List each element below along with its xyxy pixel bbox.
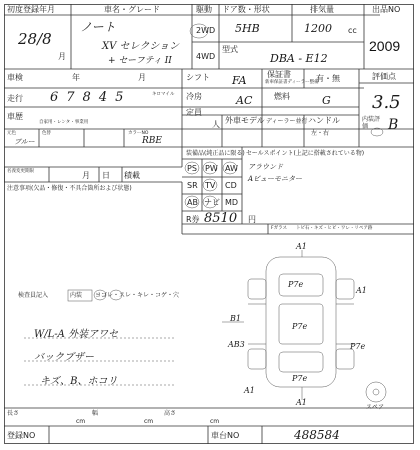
- inspector-interior-label: 内装: [70, 292, 83, 299]
- model-label: 型式: [222, 45, 238, 54]
- equip-label: 装備品(純正品に限る): [186, 150, 245, 157]
- history-label: 車歴: [7, 112, 23, 121]
- drive-4wd: 4WD: [196, 52, 216, 61]
- fuel-value: G: [322, 94, 331, 107]
- warranty-label: 保証書: [267, 70, 291, 79]
- auction-no-label: 出品NO: [372, 5, 401, 14]
- diagram-mark-a1-top: A1: [296, 242, 307, 251]
- dealer-label: ディーラー並行: [266, 118, 308, 125]
- chassis-label: 車台NO: [211, 431, 240, 440]
- diagram-mark-p7e-hood: P7e: [288, 280, 304, 289]
- handle-label: ハンドル: [308, 116, 340, 125]
- ac-label: 冷房: [186, 92, 202, 101]
- recycle-value: 8510: [204, 211, 238, 226]
- owner-month-label: 月: [82, 171, 90, 180]
- shaken-year-label: 年: [72, 73, 80, 82]
- diagram-mark-ab3: AB3: [228, 340, 245, 349]
- capacity-label: 定員: [186, 108, 202, 117]
- first-registration-value: 28/8: [18, 30, 52, 48]
- mileage-value: 67845: [50, 90, 132, 105]
- car-name-label: 車名・グレード: [104, 5, 160, 14]
- displacement-value: 1200: [304, 22, 332, 35]
- equip-navi: ナビ: [204, 198, 220, 207]
- recycle-label: R券: [186, 215, 200, 224]
- diagram-mark-a1-bottom: A1: [296, 398, 307, 407]
- length-label: 長さ: [7, 410, 20, 417]
- diagram-mark-p7e-roof: P7e: [292, 322, 308, 331]
- auction-no-value: 2009: [369, 38, 401, 54]
- orig-color-label: 元色: [7, 131, 16, 136]
- equip-sr: SR: [187, 181, 198, 190]
- diagram-mark-a1-right: A1: [356, 286, 367, 295]
- width-label: 幅: [92, 410, 99, 417]
- inspector-note-3: キズ、B、ホコリ: [40, 376, 118, 387]
- interior-value: B: [388, 117, 399, 133]
- capacity-unit: 人: [212, 120, 220, 129]
- first-registration-label: 初度登録年月: [7, 5, 55, 14]
- warranty-value: 有・無: [316, 74, 340, 83]
- equip-ps: PS: [187, 164, 197, 173]
- shaken-label: 車検: [7, 73, 23, 82]
- shift-value: FA: [232, 74, 247, 87]
- drive-label: 駆動: [196, 5, 212, 14]
- notes-label: 注意事項(欠品・修復・不具合箇所および状態): [7, 185, 132, 192]
- color-no-label: カラーNO: [128, 131, 149, 136]
- sales-point-label: セールスポイント(上記に搭載されている物): [246, 150, 365, 157]
- width-cm: cm: [144, 418, 154, 425]
- door-shape-label: ドア数・形状: [222, 5, 270, 14]
- displacement-label: 排気量: [310, 5, 334, 14]
- recycle-unit: 円: [248, 215, 256, 224]
- spare-label: スペア: [366, 404, 385, 411]
- sales-point-2: Aビューモニター: [248, 175, 303, 183]
- owner-change-label: 名義変更期限: [7, 169, 34, 174]
- chassis-value: 488584: [294, 428, 340, 442]
- interior-label: 内装評価: [362, 116, 381, 130]
- equip-cd: CD: [225, 181, 237, 190]
- inspector-label: 検査員記入: [18, 292, 49, 299]
- diagram-mark-b1: B1: [230, 314, 241, 323]
- orig-color-value: ブルー: [14, 138, 35, 146]
- equip-pw: PW: [205, 164, 218, 173]
- length-cm: cm: [76, 418, 86, 425]
- warranty-sub: 新車保証書ディーラー整備: [265, 80, 319, 85]
- diagram-mark-p7e-side: P7e: [350, 342, 366, 351]
- inspector-interior-items: ヨゴレ・スレ・キレ・コゲ・穴: [95, 292, 179, 299]
- drive-2wd: 2WD: [196, 26, 216, 35]
- equip-ab: AB: [187, 198, 198, 207]
- equip-tv: TV: [205, 181, 216, 190]
- color-change-label: 色替: [42, 131, 51, 136]
- inspector-note-2: バックブザー: [34, 352, 94, 363]
- inspector-note-1: W/L-A 外装アワセ: [34, 329, 119, 340]
- diagram-mark-p7e-trunk: P7e: [292, 374, 308, 383]
- equip-md: MD: [225, 198, 239, 207]
- first-registration-unit: 月: [58, 52, 66, 61]
- ac-value: AC: [236, 94, 253, 107]
- exterior-model-label: 外車モデル: [225, 116, 265, 125]
- grade-line-1: XV セレクション: [102, 41, 180, 52]
- score-label: 評価点: [372, 72, 396, 81]
- displacement-unit: cc: [348, 26, 357, 35]
- sales-point-1: アラウンド: [248, 163, 283, 171]
- reg-no-label: 登録NO: [7, 431, 36, 440]
- door-shape-value: 5HB: [235, 22, 260, 35]
- shift-label: シフト: [186, 73, 210, 82]
- mileage-label: 走行: [7, 94, 23, 103]
- color-no-value: RBE: [142, 136, 162, 146]
- auction-sheet: [4, 4, 414, 444]
- owner-day-label: 日: [102, 171, 110, 180]
- mileage-unit: キロマイル: [152, 92, 175, 97]
- loading-label: 積載: [124, 171, 140, 180]
- f-glass-items: トビ石・キズ・ヒビ・ワレ・リペア跡: [296, 226, 373, 231]
- model-value: DBA - E12: [270, 52, 328, 65]
- car-name-value: ノート: [80, 20, 116, 34]
- f-glass-label: Fガラス: [271, 226, 287, 231]
- equip-aw: AW: [225, 164, 238, 173]
- score-value: 3.5: [372, 92, 401, 113]
- height-label: 高さ: [164, 410, 177, 417]
- shaken-month-label: 月: [138, 73, 146, 82]
- fuel-label: 燃料: [274, 92, 290, 101]
- grade-line-2: + セーフティ II: [108, 56, 172, 66]
- diagram-mark-a1-rear-left: A1: [244, 386, 255, 395]
- history-sub: 自家用・レンタ・事業用: [39, 120, 89, 125]
- height-cm: cm: [210, 418, 220, 425]
- handle-value: 左・右: [311, 130, 330, 137]
